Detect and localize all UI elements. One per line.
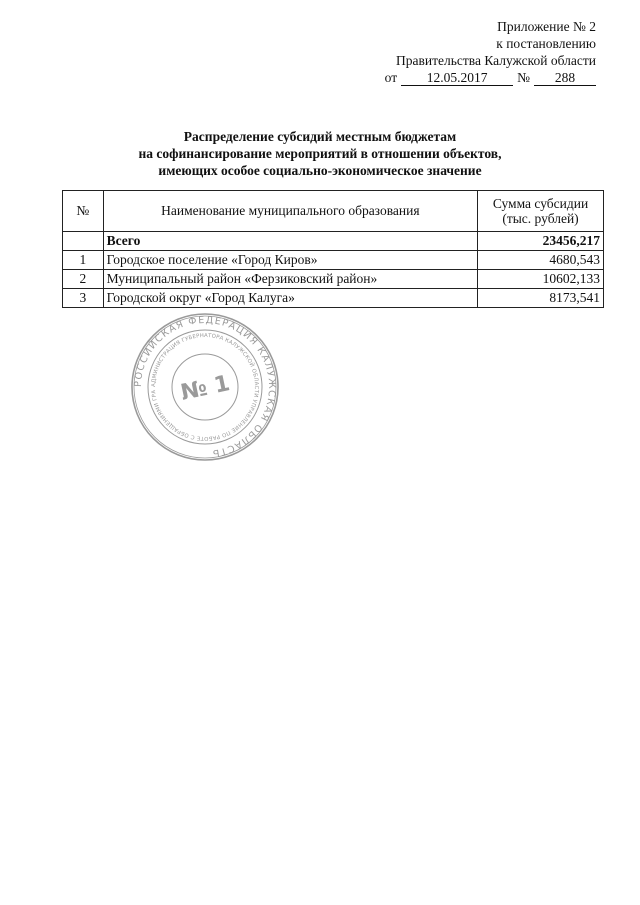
subsidy-table bbox=[62, 190, 604, 308]
stamp-seal-icon bbox=[130, 312, 280, 462]
table-row bbox=[63, 251, 604, 270]
table-row bbox=[63, 289, 604, 308]
row-name: Муниципальный район «Ферзиковский район» bbox=[103, 270, 477, 289]
row-name: Городской округ «Город Калуга» bbox=[103, 289, 477, 308]
row-no: 1 bbox=[63, 251, 104, 270]
row-no: 3 bbox=[63, 289, 104, 308]
header-no: № bbox=[63, 191, 104, 232]
from-label: от bbox=[384, 70, 398, 85]
stamp-outer-text: РОССИЙСКАЯ ФЕДЕРАЦИЯ КАЛУЖСКАЯ ОБЛАСТЬ bbox=[132, 314, 278, 459]
header-name: Наименование муниципального образования bbox=[103, 191, 477, 232]
table-header-row bbox=[63, 191, 604, 232]
appendix-header bbox=[356, 18, 596, 86]
header-sum-line-1: Сумма субсидии bbox=[492, 196, 589, 211]
header-sum-line-2: (тыс. рублей) bbox=[502, 211, 579, 226]
total-label: Всего bbox=[103, 232, 477, 251]
stamp-inner-text: АДМИНИСТРАЦИЯ ГУБЕРНАТОРА КАЛУЖСКОЙ ОБЛАСТИ УПРАВЛЕНИЕ ПО РАБОТЕ С ОБРАЩЕНИЯМИ ГРА bbox=[150, 332, 260, 442]
to-resolution-label: к постановлению bbox=[496, 36, 596, 51]
date-number-row bbox=[356, 69, 596, 86]
total-no bbox=[63, 232, 104, 251]
row-value: 10602,133 bbox=[478, 270, 604, 289]
row-name: Городское поселение «Город Киров» bbox=[103, 251, 477, 270]
table-row bbox=[63, 270, 604, 289]
table-total-row bbox=[63, 232, 604, 251]
row-value: 8173,541 bbox=[478, 289, 604, 308]
appendix-number: Приложение № 2 bbox=[497, 19, 596, 34]
stamp-center-number: № 1 bbox=[178, 371, 233, 406]
resolution-number: 288 bbox=[534, 70, 596, 86]
row-no: 2 bbox=[63, 270, 104, 289]
government-label: Правительства Калужской области bbox=[395, 53, 596, 68]
resolution-date: 12.05.2017 bbox=[401, 70, 513, 86]
title-line-3: имеющих особое социально-экономическое значение bbox=[158, 163, 482, 178]
document-title bbox=[0, 128, 640, 179]
header-sum bbox=[478, 191, 604, 232]
number-label: № bbox=[517, 70, 530, 85]
total-value: 23456,217 bbox=[478, 232, 604, 251]
title-line-2: на софинансирование мероприятий в отношении объектов, bbox=[138, 146, 502, 161]
row-value: 4680,543 bbox=[478, 251, 604, 270]
title-line-1: Распределение субсидий местным бюджетам bbox=[183, 129, 457, 144]
official-stamp bbox=[130, 312, 280, 462]
